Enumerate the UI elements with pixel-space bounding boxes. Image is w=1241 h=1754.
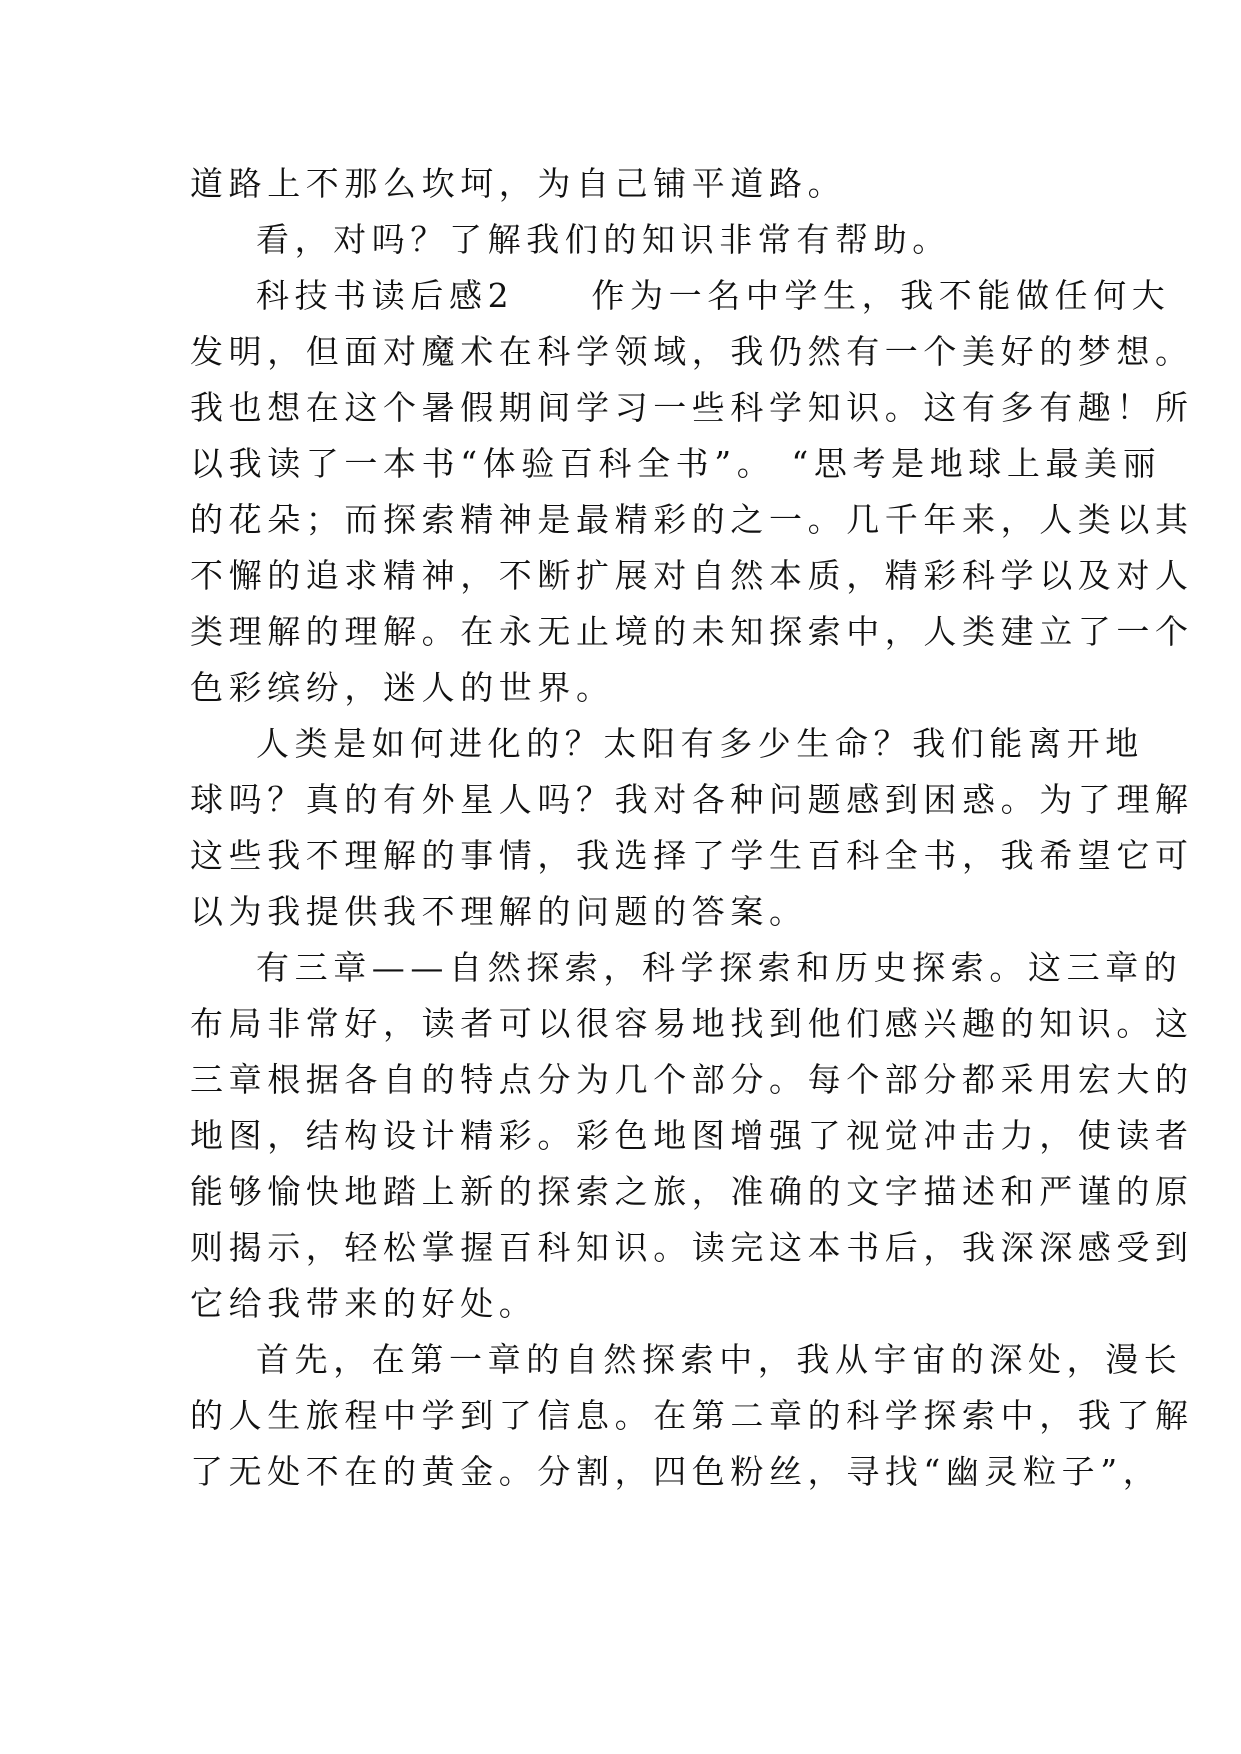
text-line: 了无处不在的黄金。分割，四色粉丝，寻找“幽灵粒子”，	[190, 1452, 1162, 1491]
text-line: 看，对吗？了解我们的知识非常有帮助。	[256, 220, 951, 259]
text-line: 以我读了一本书“体验百科全书”。 “思考是地球上最美丽	[190, 444, 1162, 483]
text-line: 色彩缤纷，迷人的世界。	[190, 668, 615, 707]
text-line: 道路上不那么坎坷，为自己铺平道路。	[190, 164, 847, 203]
text-line: 以为我提供我不理解的问题的答案。	[190, 892, 808, 931]
text-line: 不懈的追求精神，不断扩展对自然本质，精彩科学以及对人	[190, 556, 1194, 595]
text-line: 球吗？真的有外星人吗？我对各种问题感到困惑。为了理解	[190, 780, 1194, 819]
text-line: 有三章——自然探索，科学探索和历史探索。这三章的	[256, 948, 1183, 987]
text-line: 人类是如何进化的？太阳有多少生命？我们能离开地	[256, 724, 1144, 763]
text-line: 这些我不理解的事情，我选择了学生百科全书，我希望它可	[190, 836, 1194, 875]
text-line: 首先，在第一章的自然探索中，我从宇宙的深处，漫长	[256, 1340, 1183, 1379]
text-line: 它给我带来的好处。	[190, 1284, 538, 1323]
text-line: 科技书读后感2 作为一名中学生，我不能做任何大	[256, 276, 1171, 315]
text-line: 地图，结构设计精彩。彩色地图增强了视觉冲击力，使读者	[190, 1116, 1194, 1155]
text-line: 的人生旅程中学到了信息。在第二章的科学探索中，我了解	[190, 1396, 1194, 1435]
text-line: 布局非常好，读者可以很容易地找到他们感兴趣的知识。这	[190, 1004, 1194, 1043]
text-line: 类理解的理解。在永无止境的未知探索中，人类建立了一个	[190, 612, 1194, 651]
text-line: 发明，但面对魔术在科学领域，我仍然有一个美好的梦想。	[190, 332, 1194, 371]
text-line: 则揭示，轻松掌握百科知识。读完这本书后，我深深感受到	[190, 1228, 1194, 1267]
text-line: 我也想在这个暑假期间学习一些科学知识。这有多有趣！所	[190, 388, 1194, 427]
text-line: 的花朵；而探索精神是最精彩的之一。几千年来，人类以其	[190, 500, 1194, 539]
text-line: 能够愉快地踏上新的探索之旅，准确的文字描述和严谨的原	[190, 1172, 1194, 1211]
text-line: 三章根据各自的特点分为几个部分。每个部分都采用宏大的	[190, 1060, 1194, 1099]
